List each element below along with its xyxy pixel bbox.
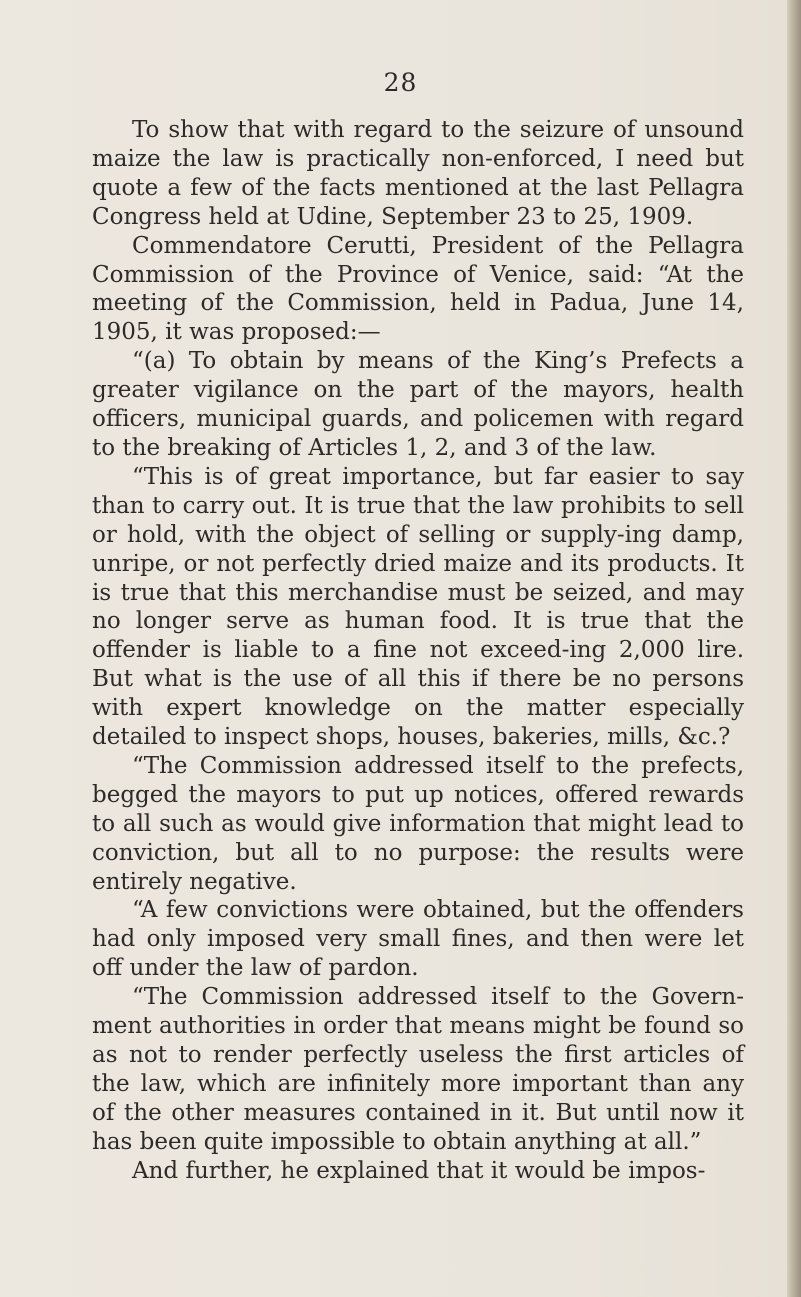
paragraph: To show that with regard to the seizure of unsound maize the law is practically non-enforced, I need but quote a few of the facts mentioned at the last Pellagra Congress held at Udine, September 23 to 25, 1909. (92, 117, 744, 230)
page-binding-edge (787, 0, 801, 1297)
paragraph: “The Commission addressed itself to the prefects, begged the mayors to put up notices, offered rewards to all such as would give information that might lead to conviction, but all to no purpose: the results were entirely negative. (92, 752, 744, 895)
paragraph: “(a) To obtain by means of the King’s Prefects a greater vigilance on the part of the mayors, health officers, municipal guards, and policemen with regard to the breaking of Articles 1, 2, and 3 of the law. (92, 348, 744, 461)
body-text (92, 116, 744, 1186)
paragraph: “A few convictions were obtained, but the offenders had only imposed very small fines, and then were let off under the law of pardon. (92, 897, 744, 982)
page-number: 28 (383, 68, 418, 97)
paragraph: “The Commission addressed itself to the Govern-ment authorities in order that means might be found so as not to render perfectly useless the first articles of the law, which are infinitely more important than any of the other measures contained in it. But until now it has been quite impossible to obtain anything at all.” (92, 984, 744, 1155)
paragraph: And further, he explained that it would be impos- (132, 1157, 706, 1184)
paragraph: “This is of great importance, but far easier to say than to carry out. It is true that the law prohibits to sell or hold, with the object of selling or supply-ing damp, unripe, or not perfectly dried maize and its products. It is true that this merchandise must be seized, and may no longer serve as human food. It is true that the offender is liable to a fine not exceed-ing 2,000 lire. But what is the use of all this if there be no persons with expert knowledge on the matter especially detailed to inspect shops, houses, bakeries, mills, &c.? (92, 463, 744, 751)
paragraph: Commendatore Cerutti, President of the Pellagra Commission of the Province of Venice, said: “At the meeting of the Commission, held in Padua, June 14, 1905, it was proposed:— (92, 232, 744, 346)
